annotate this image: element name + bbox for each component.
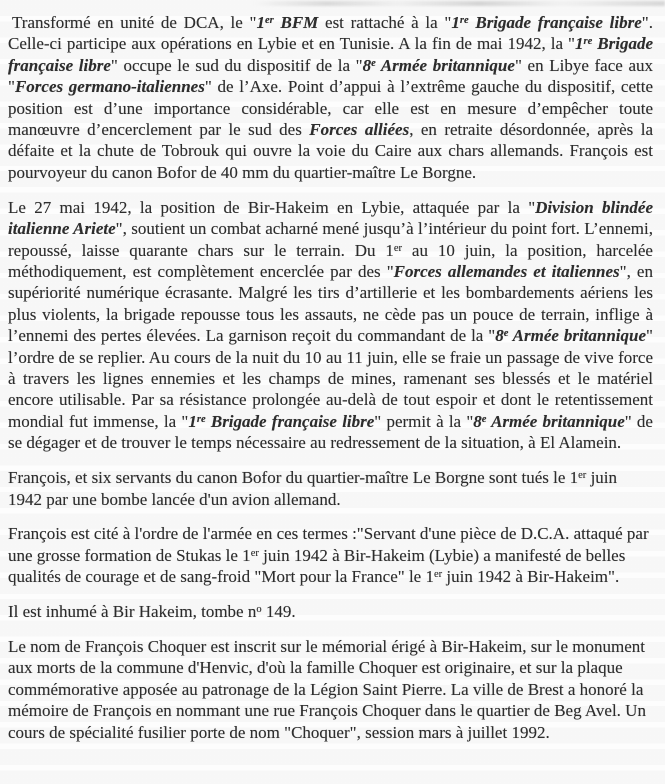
paragraph-3: François, et six servants du canon Bofor du quartier-maître Le Borgne sont tués le 1er juin 1942 par une bombe lancée d'un avion allemand. <box>8 468 618 509</box>
paragraph-4: François est cité à l'ordre de l'armée en ces termes :"Servant d'une pièce de D.C.A. attaqué par une grosse formation de Stukas le 1er juin 1942 à Bir-Hakeim (Lybie) a manifesté de belles qualités de courage et de sang-froid "Mort pour la France" le 1er juin 1942 à Bir-Hakeim". <box>8 524 649 587</box>
paragraph-1: Transformé en unité de DCA, le "1er BFM est rattaché à la "1re Brigade française libre". Celle-ci participe aux opérations en Lybie et en Tunisie. A la fin de mai 1942, la "1re Brigade française libre" occupe le sud du dispositif de la "8e Armée britannique" en Libye face aux "Forces germano-italiennes" de l’Axe. Point d’appui à l’extrême gauche du dispositif, cette position est d’une importance considérable, car elle est en mesure d’empêcher toute manœuvre d’encerclement par le sud des Forces alliées, en retraite désordonnée, après la défaite et la chute de Tobrouk qui ouvre la voie du Caire aux chars allemands. François est pourvoyeur du canon Bofor de 40 mm du quartier-maître Le Borgne. <box>8 13 654 182</box>
scan-artifact <box>253 1 665 6</box>
paragraph-2: Le 27 mai 1942, la position de Bir-Hakeim en Lybie, attaquée par la "Division blindée italienne Ariete", soutient un combat acharné mené jusqu’à l’intérieur du point fort. L’ennemi, repoussé, laisse quarante chars sur le terrain. Du 1er au 10 juin, la position, harcelée méthodiquement, est complètement encerclée par des "Forces allemandes et italiennes", en supériorité numérique écrasante. Malgré les tirs d’artillerie et les bombardements aériens les plus violents, la brigade repousse tous les assauts, ne cède pas un pouce de terrain, inflige à l’ennemi des pertes élevées. La garnison reçoit du commandant de la "8e Armée britannique" l’ordre de se replier. Au cours de la nuit du 10 au 11 juin, elle se fraie un passage de vive force à travers les lignes ennemies et les champs de mines, ramenant ses blessés et le matériel encore utilisable. Par sa résistance prolongée au-delà de tout espoir et dont le retentissement mondial fut immense, la "1re Brigade française libre" permit à la "8e Armée britannique" de se dégager et de trouver le temps nécessaire au redressement de la situation, à El Alamein. <box>8 197 653 453</box>
paragraph-6: Le nom de François Choquer est inscrit sur le mémorial érigé à Bir-Hakeim, sur le monument aux morts de la commune d'Henvic, d'où la famille Choquer est originaire, et sur la plaque commémorative apposée au patronage de la Légion Saint Pierre. La ville de Brest a honoré la mémoire de François en nommant une rue François Choquer dans le quartier de Beg Avel. Un cours de spécialité fusilier porte de nom "Choquer", session mars à juillet 1992. <box>8 637 646 742</box>
paragraph-5: Il est inhumé à Bir Hakeim, tombe $n^o$ 149. <box>8 602 296 622</box>
